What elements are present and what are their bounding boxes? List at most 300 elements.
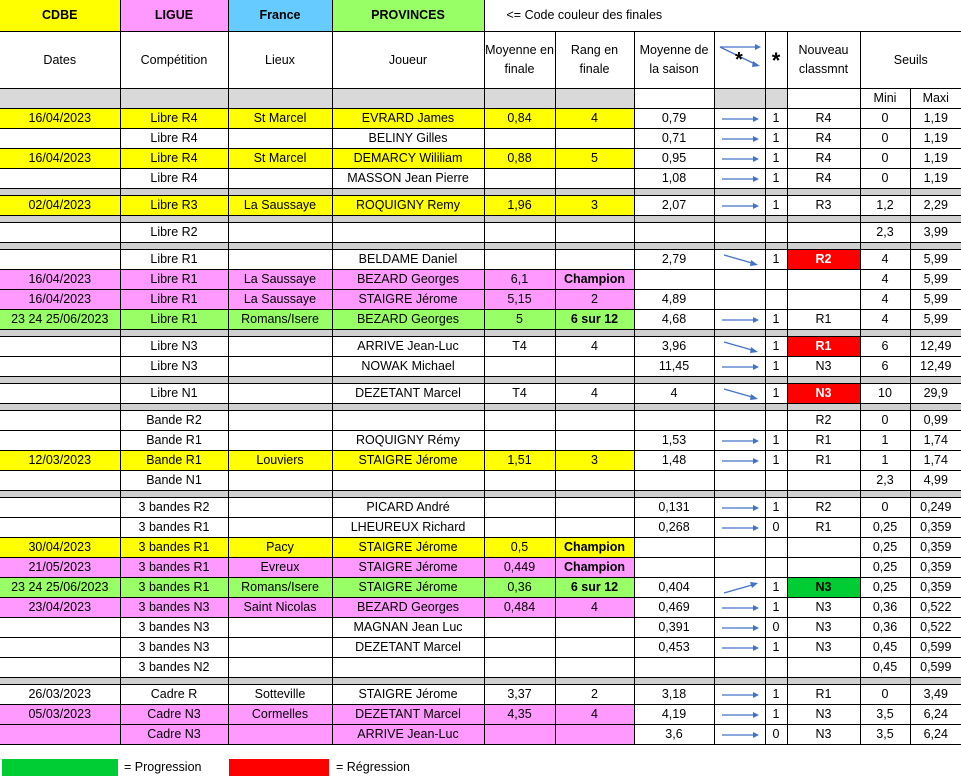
competition-cell: Libre R4: [120, 149, 228, 169]
joueur-cell: ROQUIGNY Rémy: [332, 431, 484, 451]
separator-row: [0, 216, 961, 223]
header-moyenne-saison: Moyenne de la saison: [634, 32, 714, 89]
maxi-cell: 0,249: [910, 498, 961, 518]
moyenne-saison-cell: 4,89: [634, 290, 714, 310]
header-competition: Compétition: [120, 32, 228, 89]
count-cell: 1: [765, 129, 787, 149]
lieu-cell: [228, 223, 332, 243]
maxi-cell: 1,19: [910, 129, 961, 149]
date-cell: 16/04/2023: [0, 109, 120, 129]
rang-finale-cell: 4: [555, 384, 634, 404]
moyenne-saison-cell: 4: [634, 384, 714, 404]
lieu-cell: St Marcel: [228, 149, 332, 169]
rang-finale-cell: [555, 129, 634, 149]
mini-cell: 0,45: [860, 638, 910, 658]
joueur-cell: BEZARD Georges: [332, 310, 484, 330]
maxi-cell: 3,99: [910, 223, 961, 243]
count-cell: 1: [765, 431, 787, 451]
moyenne-finale-cell: [484, 250, 555, 270]
nouveau-classement-cell: R1: [787, 337, 860, 357]
joueur-cell: BELDAME Daniel: [332, 250, 484, 270]
footer-legend: [0, 757, 961, 777]
moyenne-finale-cell: [484, 638, 555, 658]
nouveau-classement-cell: [787, 270, 860, 290]
date-cell: 23/04/2023: [0, 598, 120, 618]
maxi-cell: 0,359: [910, 578, 961, 598]
moyenne-saison-cell: [634, 471, 714, 491]
date-cell: [0, 725, 120, 745]
nouveau-classement-cell: N3: [787, 578, 860, 598]
svg-text:*: *: [734, 49, 743, 71]
rang-finale-cell: 3: [555, 451, 634, 471]
header-mini: Mini: [860, 89, 910, 109]
mini-cell: 4: [860, 270, 910, 290]
moyenne-finale-cell: 0,449: [484, 558, 555, 578]
mini-cell: 10: [860, 384, 910, 404]
joueur-cell: [332, 223, 484, 243]
trend-arrow-icon: [714, 357, 765, 377]
mini-cell: 0: [860, 109, 910, 129]
date-cell: [0, 384, 120, 404]
moyenne-finale-cell: [484, 498, 555, 518]
moyenne-saison-cell: 0,268: [634, 518, 714, 538]
lieu-cell: [228, 384, 332, 404]
mini-cell: 0: [860, 149, 910, 169]
trend-arrow-icon: [714, 149, 765, 169]
header-lieux: Lieux: [228, 32, 332, 89]
moyenne-finale-cell: [484, 411, 555, 431]
count-cell: 1: [765, 451, 787, 471]
table-row: [0, 658, 961, 678]
maxi-cell: 0,359: [910, 558, 961, 578]
count-cell: 1: [765, 149, 787, 169]
mini-cell: 0: [860, 411, 910, 431]
maxi-cell: 1,74: [910, 451, 961, 471]
rang-finale-cell: [555, 725, 634, 745]
joueur-cell: [332, 658, 484, 678]
header-row: [0, 32, 961, 89]
maxi-cell: 1,19: [910, 169, 961, 189]
date-cell: 16/04/2023: [0, 270, 120, 290]
trend-arrow-icon: [714, 270, 765, 290]
mini-cell: 0: [860, 498, 910, 518]
moyenne-finale-cell: 5,15: [484, 290, 555, 310]
rang-finale-cell: 6 sur 12: [555, 578, 634, 598]
nouveau-classement-cell: R2: [787, 411, 860, 431]
header-seuils: Seuils: [860, 32, 961, 89]
lieu-cell: Evreux: [228, 558, 332, 578]
count-cell: 1: [765, 498, 787, 518]
count-cell: [765, 471, 787, 491]
table-row: [0, 196, 961, 216]
trend-arrow-icon: [714, 558, 765, 578]
joueur-cell: DEMARCY Wililiam: [332, 149, 484, 169]
lieu-cell: [228, 618, 332, 638]
count-cell: 1: [765, 598, 787, 618]
header-nouveau: Nouveau classmnt: [787, 32, 860, 89]
trend-arrow-icon: [714, 109, 765, 129]
trend-arrow-icon: [714, 169, 765, 189]
date-cell: [0, 337, 120, 357]
legend-row: [0, 0, 961, 32]
lieu-cell: [228, 498, 332, 518]
moyenne-finale-cell: [484, 725, 555, 745]
joueur-cell: ROQUIGNY Remy: [332, 196, 484, 216]
date-cell: 16/04/2023: [0, 149, 120, 169]
joueur-cell: [332, 411, 484, 431]
table-row: [0, 250, 961, 270]
joueur-cell: DEZETANT Marcel: [332, 638, 484, 658]
joueur-cell: STAIGRE Jérome: [332, 290, 484, 310]
mini-cell: 0,36: [860, 618, 910, 638]
rang-finale-cell: 2: [555, 290, 634, 310]
competition-cell: 3 bandes N2: [120, 658, 228, 678]
nouveau-classement-cell: R1: [787, 685, 860, 705]
moyenne-finale-cell: 0,5: [484, 538, 555, 558]
table-row: [0, 725, 961, 745]
trend-arrow-icon: [714, 658, 765, 678]
rang-finale-cell: [555, 471, 634, 491]
date-cell: 05/03/2023: [0, 705, 120, 725]
moyenne-finale-cell: 0,84: [484, 109, 555, 129]
rang-finale-cell: [555, 357, 634, 377]
mini-cell: 0,25: [860, 518, 910, 538]
rang-finale-cell: [555, 638, 634, 658]
mini-cell: 0: [860, 169, 910, 189]
lieu-cell: Cormelles: [228, 705, 332, 725]
trend-arrow-icon: [714, 598, 765, 618]
legend-note: <= Code couleur des finales: [484, 0, 961, 32]
maxi-cell: 5,99: [910, 290, 961, 310]
trend-arrow-icon: [714, 725, 765, 745]
legend-ligue: LIGUE: [120, 0, 228, 32]
moyenne-finale-cell: 4,35: [484, 705, 555, 725]
nouveau-classement-cell: R1: [787, 431, 860, 451]
moyenne-finale-cell: 0,484: [484, 598, 555, 618]
table-row: [0, 598, 961, 618]
moyenne-saison-cell: 2,79: [634, 250, 714, 270]
moyenne-saison-cell: 0,453: [634, 638, 714, 658]
competition-cell: Cadre N3: [120, 725, 228, 745]
trend-arrow-icon: [714, 431, 765, 451]
date-cell: 21/05/2023: [0, 558, 120, 578]
mini-cell: 0,25: [860, 538, 910, 558]
lieu-cell: [228, 169, 332, 189]
trend-arrow-icon: [714, 685, 765, 705]
maxi-cell: 1,74: [910, 431, 961, 451]
nouveau-classement-cell: R1: [787, 518, 860, 538]
moyenne-finale-cell: [484, 618, 555, 638]
nouveau-classement-cell: N3: [787, 384, 860, 404]
moyenne-finale-cell: T4: [484, 337, 555, 357]
mini-cell: 6: [860, 357, 910, 377]
moyenne-saison-cell: 4,68: [634, 310, 714, 330]
maxi-cell: 5,99: [910, 250, 961, 270]
moyenne-finale-cell: 1,96: [484, 196, 555, 216]
table-row: [0, 411, 961, 431]
trend-arrow-icon: [714, 196, 765, 216]
count-cell: 1: [765, 337, 787, 357]
nouveau-classement-cell: R4: [787, 129, 860, 149]
mini-cell: 0: [860, 129, 910, 149]
competition-cell: Libre R1: [120, 310, 228, 330]
lieu-cell: [228, 337, 332, 357]
moyenne-saison-cell: [634, 658, 714, 678]
moyenne-saison-cell: 0,79: [634, 109, 714, 129]
mini-cell: 3,5: [860, 725, 910, 745]
date-cell: [0, 518, 120, 538]
legend-france: France: [228, 0, 332, 32]
nouveau-classement-cell: [787, 471, 860, 491]
moyenne-saison-cell: 0,95: [634, 149, 714, 169]
rang-finale-cell: [555, 518, 634, 538]
count-cell: 1: [765, 705, 787, 725]
table-row: [0, 538, 961, 558]
table-row: [0, 638, 961, 658]
nouveau-classement-cell: N3: [787, 725, 860, 745]
moyenne-saison-cell: 3,18: [634, 685, 714, 705]
rang-finale-cell: 4: [555, 598, 634, 618]
moyenne-finale-cell: [484, 169, 555, 189]
count-cell: [765, 558, 787, 578]
lieu-cell: [228, 658, 332, 678]
rang-finale-cell: [555, 250, 634, 270]
competition-cell: 3 bandes R1: [120, 538, 228, 558]
header-star: *: [765, 32, 787, 89]
mini-cell: 2,3: [860, 471, 910, 491]
lieu-cell: [228, 411, 332, 431]
competition-cell: Bande R1: [120, 431, 228, 451]
count-cell: 1: [765, 384, 787, 404]
moyenne-saison-cell: 0,71: [634, 129, 714, 149]
date-cell: [0, 618, 120, 638]
maxi-cell: 6,24: [910, 725, 961, 745]
moyenne-saison-cell: 0,469: [634, 598, 714, 618]
joueur-cell: [332, 471, 484, 491]
maxi-cell: 0,359: [910, 518, 961, 538]
lieu-cell: [228, 250, 332, 270]
joueur-cell: EVRARD James: [332, 109, 484, 129]
trend-arrow-icon: [714, 250, 765, 270]
date-cell: 16/04/2023: [0, 290, 120, 310]
competition-cell: Libre R3: [120, 196, 228, 216]
competition-cell: 3 bandes R1: [120, 518, 228, 538]
table-row: [0, 223, 961, 243]
regression-swatch: [229, 759, 329, 776]
nouveau-classement-cell: [787, 290, 860, 310]
separator-row: [0, 189, 961, 196]
moyenne-finale-cell: 5: [484, 310, 555, 330]
rang-finale-cell: [555, 498, 634, 518]
lieu-cell: [228, 518, 332, 538]
trend-arrow-icon: [714, 337, 765, 357]
competition-cell: Libre R4: [120, 129, 228, 149]
moyenne-finale-cell: [484, 431, 555, 451]
joueur-cell: LHEUREUX Richard: [332, 518, 484, 538]
moyenne-saison-cell: [634, 558, 714, 578]
mini-cell: 4: [860, 250, 910, 270]
maxi-cell: 1,19: [910, 109, 961, 129]
competition-cell: 3 bandes R1: [120, 578, 228, 598]
lieu-cell: Romans/Isere: [228, 578, 332, 598]
table-row: [0, 310, 961, 330]
table-row: [0, 357, 961, 377]
table-row: [0, 109, 961, 129]
maxi-cell: 0,599: [910, 658, 961, 678]
trend-arrow-icon: [714, 471, 765, 491]
rang-finale-cell: [555, 658, 634, 678]
moyenne-finale-cell: 3,37: [484, 685, 555, 705]
rang-finale-cell: [555, 223, 634, 243]
nouveau-classement-cell: R4: [787, 149, 860, 169]
mini-cell: 4: [860, 310, 910, 330]
moyenne-saison-cell: 0,131: [634, 498, 714, 518]
competition-cell: Cadre N3: [120, 705, 228, 725]
legend-provinces: PROVINCES: [332, 0, 484, 32]
table-row: [0, 169, 961, 189]
maxi-cell: 5,99: [910, 270, 961, 290]
rang-finale-cell: 4: [555, 109, 634, 129]
rang-finale-cell: 4: [555, 705, 634, 725]
separator-row: [0, 377, 961, 384]
table-row: [0, 705, 961, 725]
joueur-cell: ARRIVE Jean-Luc: [332, 725, 484, 745]
table-row: [0, 685, 961, 705]
competition-cell: Libre N3: [120, 337, 228, 357]
moyenne-saison-cell: 1,08: [634, 169, 714, 189]
count-cell: 1: [765, 578, 787, 598]
moyenne-finale-cell: 0,36: [484, 578, 555, 598]
lieu-cell: [228, 638, 332, 658]
table-row: [0, 578, 961, 598]
rang-finale-cell: [555, 169, 634, 189]
date-cell: [0, 357, 120, 377]
rang-finale-cell: Champion: [555, 270, 634, 290]
lieu-cell: [228, 725, 332, 745]
maxi-cell: 1,19: [910, 149, 961, 169]
trend-arrow-icon: [714, 129, 765, 149]
date-cell: [0, 498, 120, 518]
mini-cell: 3,5: [860, 705, 910, 725]
maxi-cell: 12,49: [910, 357, 961, 377]
nouveau-classement-cell: [787, 223, 860, 243]
trend-arrow-icon: [714, 411, 765, 431]
joueur-cell: DEZETANT Marcel: [332, 384, 484, 404]
separator-row: [0, 404, 961, 411]
moyenne-saison-cell: 3,6: [634, 725, 714, 745]
count-cell: [765, 290, 787, 310]
count-cell: 0: [765, 725, 787, 745]
date-cell: [0, 250, 120, 270]
trend-arrow-icon: [714, 705, 765, 725]
joueur-cell: STAIGRE Jérome: [332, 451, 484, 471]
header-moyenne-finale: Moyenne en finale: [484, 32, 555, 89]
nouveau-classement-cell: N3: [787, 638, 860, 658]
moyenne-saison-cell: 1,53: [634, 431, 714, 451]
nouveau-classement-cell: N3: [787, 598, 860, 618]
maxi-cell: 29,9: [910, 384, 961, 404]
nouveau-classement-cell: [787, 558, 860, 578]
moyenne-finale-cell: [484, 518, 555, 538]
date-cell: 02/04/2023: [0, 196, 120, 216]
moyenne-finale-cell: 0,88: [484, 149, 555, 169]
lieu-cell: La Saussaye: [228, 270, 332, 290]
moyenne-saison-cell: 4,19: [634, 705, 714, 725]
table-row: [0, 431, 961, 451]
joueur-cell: MAGNAN Jean Luc: [332, 618, 484, 638]
separator-row: [0, 491, 961, 498]
count-cell: 1: [765, 638, 787, 658]
mini-cell: 1: [860, 431, 910, 451]
count-cell: 1: [765, 685, 787, 705]
subheader-row: [0, 89, 961, 109]
moyenne-saison-cell: [634, 270, 714, 290]
joueur-cell: STAIGRE Jérome: [332, 578, 484, 598]
joueur-cell: BELINY Gilles: [332, 129, 484, 149]
maxi-cell: 3,49: [910, 685, 961, 705]
lieu-cell: St Marcel: [228, 109, 332, 129]
maxi-cell: 2,29: [910, 196, 961, 216]
rang-finale-cell: Champion: [555, 538, 634, 558]
count-cell: 1: [765, 109, 787, 129]
competition-cell: Bande R2: [120, 411, 228, 431]
moyenne-saison-cell: 2,07: [634, 196, 714, 216]
progression-swatch: [2, 759, 118, 776]
joueur-cell: BEZARD Georges: [332, 270, 484, 290]
nouveau-classement-cell: [787, 658, 860, 678]
count-cell: [765, 223, 787, 243]
competition-cell: Bande R1: [120, 451, 228, 471]
moyenne-saison-cell: 3,96: [634, 337, 714, 357]
date-cell: 12/03/2023: [0, 451, 120, 471]
rang-finale-cell: 6 sur 12: [555, 310, 634, 330]
nouveau-classement-cell: R4: [787, 109, 860, 129]
trend-arrow-icon: [714, 290, 765, 310]
mini-cell: 0,36: [860, 598, 910, 618]
nouveau-classement-cell: R4: [787, 169, 860, 189]
moyenne-finale-cell: [484, 129, 555, 149]
table-row: [0, 149, 961, 169]
nouveau-classement-cell: R1: [787, 310, 860, 330]
competition-cell: Libre R2: [120, 223, 228, 243]
nouveau-classement-cell: R1: [787, 451, 860, 471]
regression-label: = Régression: [336, 760, 410, 774]
rang-finale-cell: [555, 411, 634, 431]
joueur-cell: NOWAK Michael: [332, 357, 484, 377]
header-dates: Dates: [0, 32, 120, 89]
competition-cell: Libre R1: [120, 270, 228, 290]
date-cell: [0, 223, 120, 243]
lieu-cell: [228, 471, 332, 491]
maxi-cell: 12,49: [910, 337, 961, 357]
lieu-cell: Romans/Isere: [228, 310, 332, 330]
lieu-cell: [228, 357, 332, 377]
trend-arrow-icon: [714, 384, 765, 404]
rang-finale-cell: 3: [555, 196, 634, 216]
trend-arrow-icon: [714, 618, 765, 638]
trend-arrow-icon: [714, 518, 765, 538]
rang-finale-cell: 2: [555, 685, 634, 705]
maxi-cell: 0,99: [910, 411, 961, 431]
competition-cell: Libre N3: [120, 357, 228, 377]
nouveau-classement-cell: R2: [787, 250, 860, 270]
moyenne-saison-cell: 1,48: [634, 451, 714, 471]
lieu-cell: Louviers: [228, 451, 332, 471]
count-cell: [765, 270, 787, 290]
joueur-cell: DEZETANT Marcel: [332, 705, 484, 725]
nouveau-classement-cell: R2: [787, 498, 860, 518]
count-cell: [765, 538, 787, 558]
